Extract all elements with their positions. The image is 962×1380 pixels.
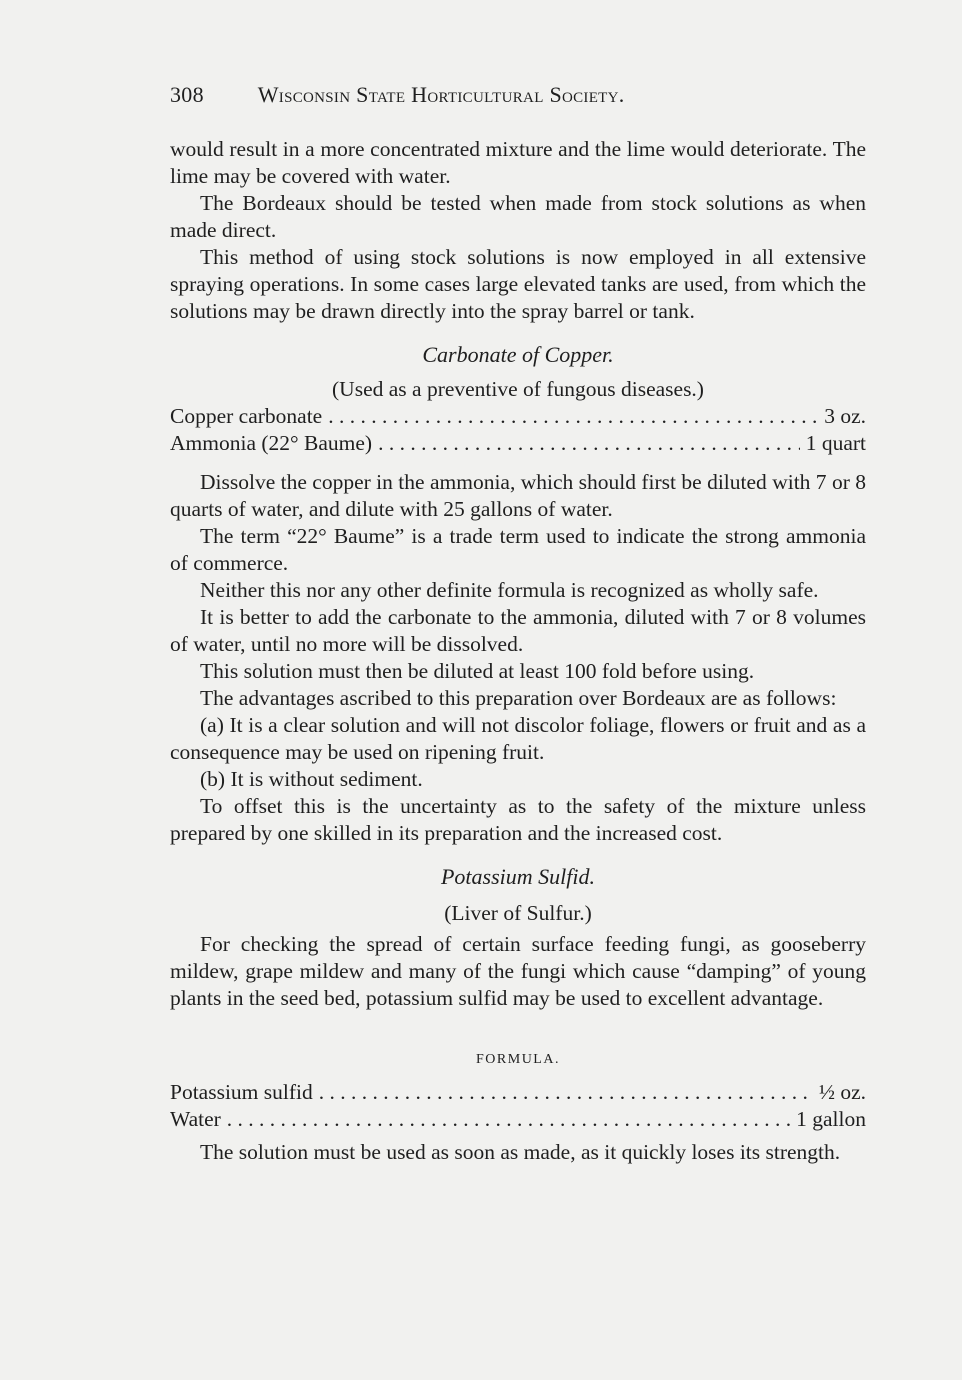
paragraph: This solution must then be diluted at least 100 fold before using. xyxy=(200,659,755,683)
paragraph: would result in a more concentrated mixture and the lime would deteriorate. The lime may be covered with water. xyxy=(170,137,866,188)
paragraph: For checking the spread of certain surface feeding fungi, as gooseberry mildew, grape mildew and many of the fungi which cause “damping” of young plants in the seed bed, potassium sulfid may be used to excellent advantage. xyxy=(170,932,866,1010)
ingredient-name: Potassium sulfid xyxy=(170,1080,313,1104)
ingredient-row xyxy=(170,430,866,457)
ingredient-name: Copper carbonate xyxy=(170,404,323,428)
paragraph: Neither this nor any other definite formula is recognized as wholly safe. xyxy=(200,578,819,602)
ingredient-name: Water xyxy=(170,1107,221,1131)
leader-dots xyxy=(227,1106,790,1133)
page-number: 308 xyxy=(170,82,204,107)
ingredient-amount: 1 gallon xyxy=(796,1107,866,1131)
ingredient-amount: ½ oz. xyxy=(818,1080,866,1104)
paragraph: To offset this is the uncertainty as to the safety of the mixture unless prepared by one skilled in its preparation and the increased cost. xyxy=(170,794,866,845)
paragraph: The Bordeaux should be tested when made from stock solutions as when made direct. xyxy=(170,191,866,242)
paragraph: This method of using stock solutions is now employed in all extensive spraying operations. In some cases large elevated tanks are used, from which the solutions may be drawn directly into the spray barrel or tank. xyxy=(170,245,866,323)
ingredient-name: Ammonia (22° Baume) xyxy=(170,431,373,455)
leader-dots xyxy=(319,1079,813,1106)
running-title: Wisconsin State Horticultural Society. xyxy=(257,82,625,107)
formula-title: FORMULA. xyxy=(476,1052,560,1067)
ingredient-row xyxy=(170,403,866,430)
paragraph: Dissolve the copper in the ammonia, which should first be diluted with 7 or 8 quarts of water, and dilute with 25 gallons of water. xyxy=(170,470,866,521)
paragraph: The solution must be used as soon as made, as it quickly loses its strength. xyxy=(200,1140,841,1164)
ingredient-amount: 3 oz. xyxy=(824,404,866,428)
paragraph: (b) It is without sediment. xyxy=(200,767,423,791)
paragraph: The term “22° Baume” is a trade term used to indicate the strong ammonia of commerce. xyxy=(170,524,866,575)
section-subheading: (Used as a preventive of fungous diseases.) xyxy=(332,377,704,401)
leader-dots xyxy=(328,403,818,430)
ingredient-list xyxy=(170,1079,866,1133)
page-body xyxy=(170,136,866,1166)
section-heading-potassium: Potassium Sulfid. xyxy=(440,864,595,889)
paragraph: (a) It is a clear solution and will not discolor foliage, flowers or fruit and as a consequence may be used on ripening fruit. xyxy=(170,713,866,764)
paragraph: It is better to add the carbonate to the ammonia, diluted with 7 or 8 volumes of water, until no more will be dissolved. xyxy=(170,605,866,656)
ingredient-row xyxy=(170,1079,866,1106)
leader-dots xyxy=(378,430,800,457)
section-heading-carbonate: Carbonate of Copper. xyxy=(422,342,614,367)
paragraph: The advantages ascribed to this preparation over Bordeaux are as follows: xyxy=(200,686,837,710)
section-subheading: (Liver of Sulfur.) xyxy=(444,901,592,925)
running-header xyxy=(170,82,866,108)
ingredient-amount: 1 quart xyxy=(805,431,866,455)
ingredient-list xyxy=(170,403,866,457)
ingredient-row xyxy=(170,1106,866,1133)
section-text xyxy=(170,469,866,847)
